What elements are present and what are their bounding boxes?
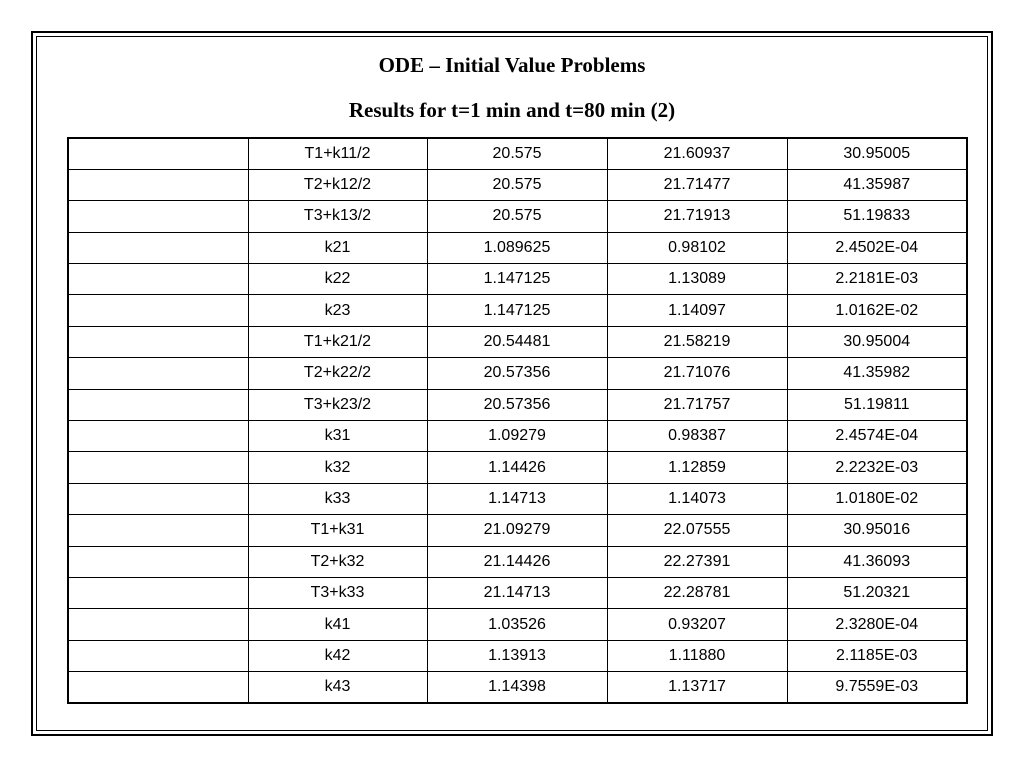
- table-row: [68, 389, 967, 420]
- row-label-cell: [68, 389, 248, 420]
- value-cell-3: 30.95016: [787, 515, 967, 546]
- value-cell-2: 21.71757: [607, 389, 787, 420]
- value-cell-3: 2.3280E-04: [787, 609, 967, 640]
- variable-cell: T2+k22/2: [248, 358, 427, 389]
- value-cell-1: 21.09279: [427, 515, 607, 546]
- variable-cell: T1+k11/2: [248, 138, 427, 169]
- row-label-cell: [68, 452, 248, 483]
- value-cell-3: 1.0162E-02: [787, 295, 967, 326]
- table-row: [68, 672, 967, 703]
- value-cell-2: 21.71477: [607, 169, 787, 200]
- value-cell-2: 0.98102: [607, 232, 787, 263]
- value-cell-1: 20.54481: [427, 326, 607, 357]
- table-row: [68, 295, 967, 326]
- value-cell-1: 1.09279: [427, 421, 607, 452]
- value-cell-3: 41.36093: [787, 546, 967, 577]
- table-row: [68, 232, 967, 263]
- value-cell-3: 41.35982: [787, 358, 967, 389]
- value-cell-2: 0.98387: [607, 421, 787, 452]
- value-cell-2: 21.71076: [607, 358, 787, 389]
- value-cell-3: 51.20321: [787, 577, 967, 608]
- row-label-cell: [68, 232, 248, 263]
- table-row: [68, 577, 967, 608]
- row-label-cell: [68, 201, 248, 232]
- value-cell-2: 0.93207: [607, 609, 787, 640]
- row-label-cell: [68, 421, 248, 452]
- value-cell-3: 2.4574E-04: [787, 421, 967, 452]
- table-row: [68, 201, 967, 232]
- value-cell-3: 2.2181E-03: [787, 264, 967, 295]
- row-label-cell: [68, 326, 248, 357]
- variable-cell: T2+k12/2: [248, 169, 427, 200]
- table-row: [68, 515, 967, 546]
- table-row: [68, 483, 967, 514]
- row-label-cell: [68, 138, 248, 169]
- value-cell-1: 21.14426: [427, 546, 607, 577]
- slide-subtitle: Results for t=1 min and t=80 min (2): [348, 98, 676, 122]
- value-cell-1: 1.03526: [427, 609, 607, 640]
- variable-cell: k21: [248, 232, 427, 263]
- results-table-body: [68, 138, 967, 703]
- variable-cell: k32: [248, 452, 427, 483]
- slide-title: ODE – Initial Value Problems: [378, 53, 646, 77]
- value-cell-2: 1.13089: [607, 264, 787, 295]
- row-label-cell: [68, 672, 248, 703]
- variable-cell: k41: [248, 609, 427, 640]
- value-cell-2: 22.28781: [607, 577, 787, 608]
- value-cell-1: 20.57356: [427, 389, 607, 420]
- row-label-cell: [68, 295, 248, 326]
- value-cell-3: 51.19811: [787, 389, 967, 420]
- variable-cell: k43: [248, 672, 427, 703]
- value-cell-2: 21.58219: [607, 326, 787, 357]
- table-row: [68, 609, 967, 640]
- variable-cell: k42: [248, 640, 427, 671]
- value-cell-2: 1.14073: [607, 483, 787, 514]
- value-cell-1: 21.14713: [427, 577, 607, 608]
- variable-cell: T3+k13/2: [248, 201, 427, 232]
- value-cell-1: 20.575: [427, 169, 607, 200]
- variable-cell: k31: [248, 421, 427, 452]
- variable-cell: T1+k31: [248, 515, 427, 546]
- table-row: [68, 452, 967, 483]
- results-table: [67, 137, 968, 704]
- variable-cell: T1+k21/2: [248, 326, 427, 357]
- value-cell-2: 1.13717: [607, 672, 787, 703]
- value-cell-1: 1.13913: [427, 640, 607, 671]
- value-cell-3: 41.35987: [787, 169, 967, 200]
- row-label-cell: [68, 515, 248, 546]
- table-row: [68, 169, 967, 200]
- value-cell-1: 1.14713: [427, 483, 607, 514]
- value-cell-2: 22.07555: [607, 515, 787, 546]
- row-label-cell: [68, 483, 248, 514]
- row-label-cell: [68, 546, 248, 577]
- value-cell-3: 2.2232E-03: [787, 452, 967, 483]
- value-cell-1: 20.575: [427, 201, 607, 232]
- variable-cell: T2+k32: [248, 546, 427, 577]
- value-cell-1: 1.14398: [427, 672, 607, 703]
- value-cell-3: 1.0180E-02: [787, 483, 967, 514]
- table-row: [68, 138, 967, 169]
- row-label-cell: [68, 264, 248, 295]
- row-label-cell: [68, 577, 248, 608]
- value-cell-3: 2.4502E-04: [787, 232, 967, 263]
- value-cell-3: 51.19833: [787, 201, 967, 232]
- table-row: [68, 640, 967, 671]
- table-row: [68, 264, 967, 295]
- table-row: [68, 546, 967, 577]
- value-cell-3: 30.95004: [787, 326, 967, 357]
- variable-cell: T3+k23/2: [248, 389, 427, 420]
- value-cell-1: 1.147125: [427, 264, 607, 295]
- value-cell-1: 1.089625: [427, 232, 607, 263]
- table-row: [68, 358, 967, 389]
- value-cell-1: 1.147125: [427, 295, 607, 326]
- variable-cell: k22: [248, 264, 427, 295]
- row-label-cell: [68, 609, 248, 640]
- variable-cell: T3+k33: [248, 577, 427, 608]
- value-cell-2: 21.71913: [607, 201, 787, 232]
- value-cell-3: 30.95005: [787, 138, 967, 169]
- value-cell-3: 9.7559E-03: [787, 672, 967, 703]
- variable-cell: k23: [248, 295, 427, 326]
- value-cell-2: 21.60937: [607, 138, 787, 169]
- table-row: [68, 421, 967, 452]
- table-row: [68, 326, 967, 357]
- value-cell-2: 1.14097: [607, 295, 787, 326]
- value-cell-2: 1.11880: [607, 640, 787, 671]
- row-label-cell: [68, 169, 248, 200]
- row-label-cell: [68, 640, 248, 671]
- variable-cell: k33: [248, 483, 427, 514]
- value-cell-1: 1.14426: [427, 452, 607, 483]
- row-label-cell: [68, 358, 248, 389]
- value-cell-2: 22.27391: [607, 546, 787, 577]
- value-cell-2: 1.12859: [607, 452, 787, 483]
- value-cell-1: 20.57356: [427, 358, 607, 389]
- value-cell-3: 2.1185E-03: [787, 640, 967, 671]
- value-cell-1: 20.575: [427, 138, 607, 169]
